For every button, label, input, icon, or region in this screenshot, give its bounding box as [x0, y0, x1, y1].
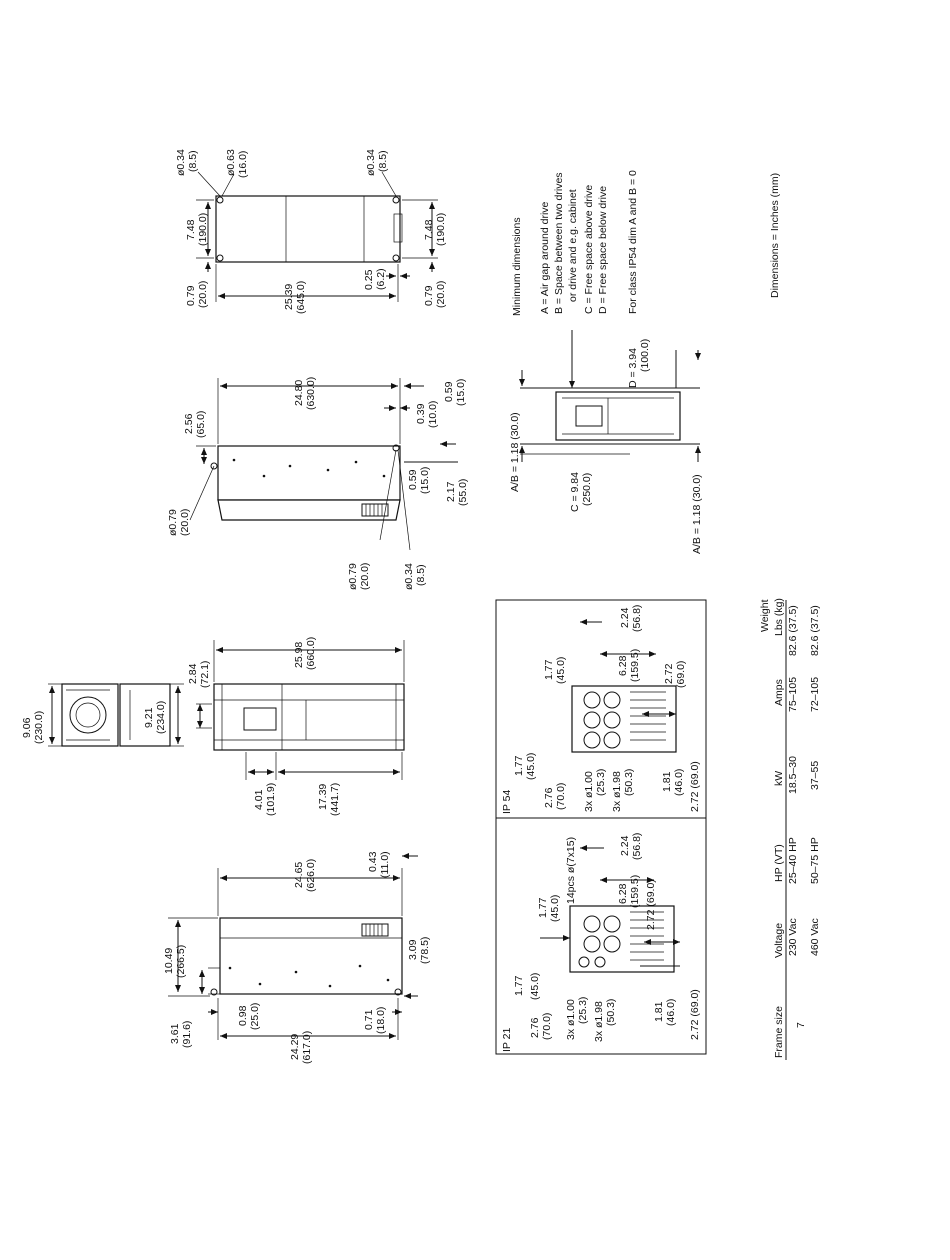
dim-label: (70.0): [541, 1012, 553, 1040]
table-cell: 25–40 HP: [787, 837, 799, 884]
clearance-label: D = 3.94: [627, 348, 639, 388]
dim-label: (69.0): [675, 660, 687, 688]
dim-label: 3x ø1.00: [583, 771, 595, 812]
dim-label: 7.48: [423, 219, 435, 240]
dim-label: (65.0): [195, 410, 207, 438]
table-cell-frame: 7: [795, 1022, 807, 1028]
dim-label: 3.09: [407, 939, 419, 960]
dim-label: 1.77: [513, 975, 525, 996]
dim-label: 2.76: [543, 787, 555, 808]
legend-item: B = Space between two drives: [553, 172, 565, 314]
dim-label: (45.0): [555, 656, 567, 684]
dim-label: (45.0): [525, 752, 537, 780]
dim-label: 2.24: [619, 607, 631, 628]
dim-label: 2.24: [619, 835, 631, 856]
dim-label: (72.1): [199, 660, 211, 688]
table-header-kw: kW: [773, 770, 785, 786]
dim-label: 6.28: [617, 655, 629, 676]
dim-label: 4.01: [253, 789, 265, 810]
dim-label: 2.84: [187, 663, 199, 684]
dim-label: (159.5): [629, 874, 641, 908]
table-cell: 230 Vac: [787, 918, 799, 956]
dim-label: 3x ø1.98: [593, 1001, 605, 1042]
dim-label: (20.0): [359, 562, 371, 590]
clearance-label: (250.0): [581, 472, 593, 506]
dim-label: 0.98: [237, 1005, 249, 1026]
dim-label: 3x ø1.98: [611, 771, 623, 812]
dim-label: (626.0): [305, 858, 317, 892]
dim-label: (8.5): [187, 150, 199, 172]
table-header-hp: HP (VT): [773, 844, 785, 882]
table-header-amps: Amps: [773, 679, 785, 706]
dim-label: (15.0): [455, 378, 467, 406]
labels: [21, 149, 821, 1064]
dim-label: 2.72 (69.0): [645, 879, 657, 930]
dim-label: 0.25: [363, 269, 375, 290]
dim-label: (11.0): [379, 851, 391, 878]
clearance-diagram: [520, 330, 700, 462]
dim-label: 2.56: [183, 413, 195, 434]
dim-label: 1.81: [661, 771, 673, 792]
dim-label: 0.39: [415, 403, 427, 424]
dim-label: (8.5): [377, 150, 389, 172]
dim-label: (15.0): [419, 466, 431, 494]
dim-label: (18.0): [375, 1006, 387, 1034]
dim-label: 9.21: [143, 707, 155, 728]
dim-label: (441.7): [329, 782, 341, 816]
dim-label: 3.61: [169, 1023, 181, 1044]
dim-label: 6.28: [617, 883, 629, 904]
dim-label: 2.76: [529, 1017, 541, 1038]
dim-label: (190.0): [435, 212, 447, 246]
dim-label: 7.48: [185, 219, 197, 240]
dim-label: 3x ø1.00: [565, 999, 577, 1040]
dim-label: 1.77: [537, 897, 549, 918]
dim-label: 25.98: [293, 641, 305, 668]
dim-label: (190.0): [197, 212, 209, 246]
dim-label: ø0.34: [403, 563, 415, 590]
dim-label: (78.5): [419, 936, 431, 964]
dim-label: (25.3): [577, 996, 589, 1024]
dim-label: 1.77: [543, 659, 555, 680]
table-header-weight: Weight: [759, 599, 771, 632]
table-cell: 460 Vac: [809, 918, 821, 956]
dim-label: (50.3): [605, 998, 617, 1026]
dim-label: 0.59: [443, 381, 455, 402]
dim-label: (20.0): [435, 280, 447, 308]
dim-label: ø0.34: [365, 149, 377, 176]
dim-label: (266.5): [175, 944, 187, 978]
table-header-frame: Frame size: [773, 1006, 785, 1058]
dim-label: 0.71: [363, 1009, 375, 1030]
table-cell: 37–55: [809, 760, 821, 790]
units-note: Dimensions = Inches (mm): [769, 172, 781, 298]
dim-label: (91.6): [181, 1020, 193, 1048]
dim-label: (20.0): [179, 508, 191, 536]
legend-title: Minimum dimensions: [511, 217, 523, 316]
dim-label: 9.06: [21, 717, 33, 738]
ip21-title: IP 21: [501, 1027, 513, 1052]
dim-label: (16.0): [237, 150, 249, 178]
dim-label: 2.72: [663, 663, 675, 684]
dim-label: (20.0): [197, 280, 209, 308]
clearance-label: A/B = 1.18 (30.0): [691, 474, 703, 554]
clearance-label: C = 9.84: [569, 472, 581, 512]
clearance-label: A/B = 1.18 (30.0): [509, 412, 521, 492]
dim-label: 25.39: [283, 283, 295, 310]
table-header-weight-unit: Lbs (kg): [773, 598, 785, 636]
dim-label: (25.3): [595, 768, 607, 796]
dim-label: (70.0): [555, 782, 567, 810]
table-header-voltage: Voltage: [773, 922, 785, 958]
dim-label: (45.0): [549, 894, 561, 922]
dim-label: ø0.34: [175, 149, 187, 176]
dim-label: (230.0): [33, 710, 45, 744]
note: For class IP54 dim A and B = 0: [627, 170, 639, 314]
dim-label: 24.29: [289, 1033, 301, 1060]
dim-label: (25.0): [249, 1002, 261, 1030]
dim-label: (56.8): [631, 832, 643, 860]
dim-label: 0.79: [423, 285, 435, 306]
clearance-label: (100.0): [639, 338, 651, 372]
dim-label: (660.0): [305, 636, 317, 670]
dim-label: 10.49: [163, 947, 175, 974]
dim-label: (46.0): [665, 998, 677, 1026]
dim-label: (8.5): [415, 564, 427, 586]
dim-label: (45.0): [529, 972, 541, 1000]
dim-label: 1.81: [653, 1001, 665, 1022]
dim-label: ø0.63: [225, 149, 237, 176]
table-cell: 50–75 HP: [809, 837, 821, 884]
dim-label: (10.0): [427, 400, 439, 428]
table-cell: 75–105: [787, 676, 799, 712]
back-view: [196, 172, 438, 302]
dim-label: 24.80: [293, 379, 305, 406]
table-cell: 72–105: [809, 676, 821, 712]
dim-label: 0.59: [407, 469, 419, 490]
legend-item: D = Free space below drive: [597, 185, 609, 314]
legend-item: C = Free space above drive: [583, 184, 595, 314]
dim-label: 24.65: [293, 861, 305, 888]
legend-item: or drive and e.g. cabinet: [567, 189, 579, 302]
dim-label: (159.5): [629, 648, 641, 682]
dim-label: (645.0): [295, 280, 307, 314]
dim-label: 0.79: [185, 285, 197, 306]
dim-label: 0.43: [367, 851, 379, 872]
dim-label: ø0.79: [167, 509, 179, 536]
dim-label: (630.0): [305, 376, 317, 410]
dim-label: (617.0): [301, 1030, 313, 1064]
dim-label: (50.3): [623, 768, 635, 796]
legend-item: A = Air gap around drive: [539, 201, 551, 314]
table-cell: 82.6 (37.5): [787, 605, 799, 656]
dim-label: 2.72 (69.0): [689, 989, 701, 1040]
dim-label: (101.9): [265, 782, 277, 816]
ip54-title: IP 54: [501, 789, 513, 814]
dim-label: (234.0): [155, 700, 167, 734]
dim-label: ø0.79: [347, 563, 359, 590]
dim-label: 17.39: [317, 783, 329, 810]
dim-label: (55.0): [457, 478, 469, 506]
table-cell: 18.5–30: [787, 756, 799, 794]
table-cell: 82.6 (37.5): [809, 605, 821, 656]
dim-label: 1.77: [513, 755, 525, 776]
dim-label: (46.0): [673, 768, 685, 796]
dim-label: 2.72 (69.0): [689, 761, 701, 812]
dim-label: 14pcs ø(7x15): [565, 836, 577, 904]
dim-label: (56.8): [631, 604, 643, 632]
dim-label: 2.17: [445, 481, 457, 502]
ip54-plate: [572, 686, 676, 752]
dim-label: (6.2): [375, 268, 387, 290]
